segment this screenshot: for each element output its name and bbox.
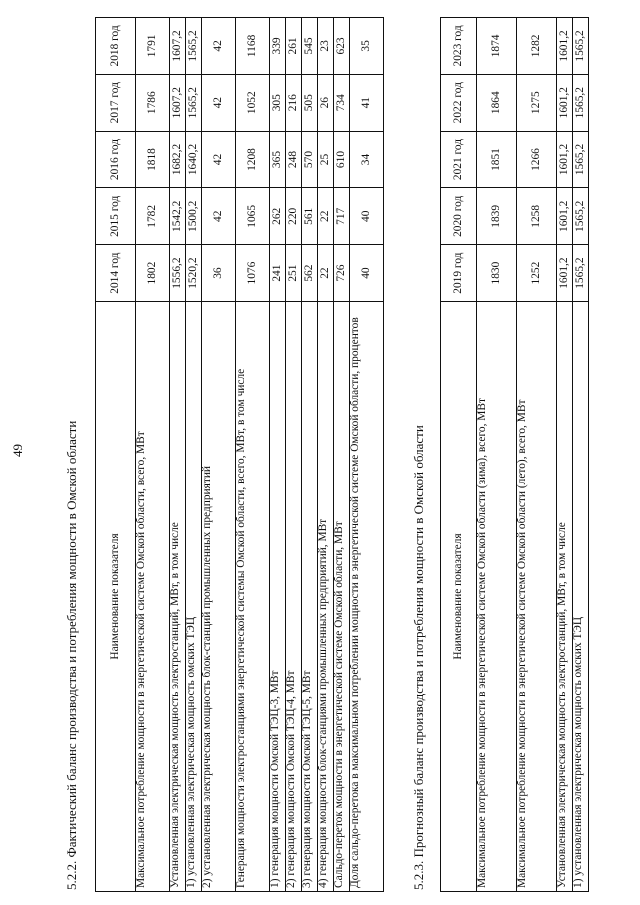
value-cell: 1802	[136, 245, 170, 302]
value-cell: 1565,2	[573, 131, 589, 188]
indicator-name-cell: Максимальное потребление мощности в энергетической системе Омской области (зима), всего, МВт	[477, 302, 517, 892]
value-cell: 1275	[517, 74, 557, 131]
value-cell: 717	[334, 188, 350, 245]
value-cell: 261	[286, 18, 302, 75]
value-cell: 1258	[517, 188, 557, 245]
column-header-year: 2020 год	[441, 188, 477, 245]
value-cell: 365	[270, 131, 286, 188]
indicator-name-cell: Генерация мощности электростанциями энергетической системы Омской области, всего, МВт, в том числе	[236, 302, 270, 892]
value-cell: 1282	[517, 18, 557, 75]
value-cell: 1839	[477, 188, 517, 245]
value-cell: 42	[202, 18, 236, 75]
value-cell: 1601,2	[557, 131, 573, 188]
column-header-year: 2018 год	[96, 18, 136, 75]
value-cell: 1565,2	[186, 74, 202, 131]
table-row	[270, 18, 286, 892]
indicator-name-cell: Установленная электрическая мощность электростанций, МВт, в том числе	[170, 302, 186, 892]
value-cell: 220	[286, 188, 302, 245]
indicator-name-cell: 2) генерация мощности Омской ТЭЦ-4, МВт	[286, 302, 302, 892]
value-cell: 1565,2	[573, 188, 589, 245]
value-cell: 1864	[477, 74, 517, 131]
column-header-indicator: Наименование показателя	[96, 302, 136, 892]
indicator-name-cell: 4) генерация мощности блок-станциями промышленных предприятий, МВт	[318, 302, 334, 892]
forecast-balance-table	[440, 17, 589, 892]
column-header-year: 2019 год	[441, 245, 477, 302]
value-cell: 1818	[136, 131, 170, 188]
table-row	[557, 18, 573, 892]
indicator-name-cell: 1) генерация мощности Омской ТЭЦ-3, МВт	[270, 302, 286, 892]
value-cell: 1640,2	[186, 131, 202, 188]
value-cell: 23	[318, 18, 334, 75]
indicator-name-cell: 3) генерация мощности Омской ТЭЦ-5, МВт	[302, 302, 318, 892]
value-cell: 40	[350, 245, 384, 302]
value-cell: 726	[334, 245, 350, 302]
value-cell: 1542,2	[170, 188, 186, 245]
value-cell: 34	[350, 131, 384, 188]
column-header-year: 2023 год	[441, 18, 477, 75]
value-cell: 1065	[236, 188, 270, 245]
table-row	[318, 18, 334, 892]
table-row	[350, 18, 384, 892]
section-caption-forecast: 5.2.3. Прогнозный баланс производства и потребления мощности в Омской области	[411, 425, 426, 890]
value-cell: 1565,2	[573, 74, 589, 131]
table-row	[334, 18, 350, 892]
value-cell: 545	[302, 18, 318, 75]
value-cell: 1607,2	[170, 74, 186, 131]
value-cell: 505	[302, 74, 318, 131]
table-row	[236, 18, 270, 892]
value-cell: 241	[270, 245, 286, 302]
value-cell: 1266	[517, 131, 557, 188]
indicator-name-cell: 2) установленная электрическая мощность блок-станций промышленных предприятий	[202, 302, 236, 892]
column-header-year: 2017 год	[96, 74, 136, 131]
value-cell: 1830	[477, 245, 517, 302]
table-row	[170, 18, 186, 892]
value-cell: 1601,2	[557, 188, 573, 245]
actual-balance-table	[95, 17, 384, 892]
value-cell: 561	[302, 188, 318, 245]
value-cell: 1782	[136, 188, 170, 245]
table-row	[136, 18, 170, 892]
value-cell: 40	[350, 188, 384, 245]
column-header-year: 2014 год	[96, 245, 136, 302]
table-row	[477, 18, 517, 892]
page-number: 49	[10, 444, 25, 457]
value-cell: 1052	[236, 74, 270, 131]
value-cell: 25	[318, 131, 334, 188]
value-cell: 42	[202, 74, 236, 131]
table-row	[286, 18, 302, 892]
indicator-name-cell: Доля сальдо-перетока в максимальном потреблении мощности в энергетической системе Омской области, процентов	[350, 302, 384, 892]
value-cell: 1565,2	[573, 18, 589, 75]
value-cell: 22	[318, 245, 334, 302]
value-cell: 1565,2	[186, 18, 202, 75]
value-cell: 610	[334, 131, 350, 188]
indicator-name-cell: Сальдо-переток мощности в энергетической системе Омской области, МВт	[334, 302, 350, 892]
indicator-name-cell: Максимальное потребление мощности в энергетической системе Омской области (лето), всего, МВт	[517, 302, 557, 892]
indicator-name-cell: 1) установленная электрическая мощность омских ТЭЦ	[573, 302, 589, 892]
value-cell: 1682,2	[170, 131, 186, 188]
indicator-name-cell: Установленная электрическая мощность электростанций, МВт, в том числе	[557, 302, 573, 892]
table-row	[573, 18, 589, 892]
value-cell: 1208	[236, 131, 270, 188]
table-row	[202, 18, 236, 892]
value-cell: 1607,2	[170, 18, 186, 75]
table-row	[302, 18, 318, 892]
value-cell: 248	[286, 131, 302, 188]
value-cell: 1601,2	[557, 245, 573, 302]
value-cell: 41	[350, 74, 384, 131]
value-cell: 262	[270, 188, 286, 245]
value-cell: 42	[202, 131, 236, 188]
value-cell: 216	[286, 74, 302, 131]
value-cell: 36	[202, 245, 236, 302]
value-cell: 1076	[236, 245, 270, 302]
column-header-year: 2015 год	[96, 188, 136, 245]
value-cell: 339	[270, 18, 286, 75]
value-cell: 1601,2	[557, 74, 573, 131]
table-row	[186, 18, 202, 892]
value-cell: 26	[318, 74, 334, 131]
table-header-row	[96, 18, 136, 892]
value-cell: 1786	[136, 74, 170, 131]
value-cell: 1874	[477, 18, 517, 75]
value-cell: 35	[350, 18, 384, 75]
value-cell: 1791	[136, 18, 170, 75]
section-caption-actual: 5.2.2. Фактический баланс производства и потребления мощности в Омской области	[64, 420, 79, 890]
value-cell: 22	[318, 188, 334, 245]
indicator-name-cell: Максимальное потребление мощности в энергетической системе Омской области, всего, МВт	[136, 302, 170, 892]
value-cell: 1565,2	[573, 245, 589, 302]
value-cell: 251	[286, 245, 302, 302]
column-header-year: 2021 год	[441, 131, 477, 188]
value-cell: 562	[302, 245, 318, 302]
table-header-row	[441, 18, 477, 892]
value-cell: 1252	[517, 245, 557, 302]
value-cell: 1520,2	[186, 245, 202, 302]
value-cell: 734	[334, 74, 350, 131]
value-cell: 570	[302, 131, 318, 188]
column-header-year: 2022 год	[441, 74, 477, 131]
value-cell: 1851	[477, 131, 517, 188]
indicator-name-cell: 1) установленная электрическая мощность омских ТЭЦ	[186, 302, 202, 892]
value-cell: 1556,2	[170, 245, 186, 302]
value-cell: 1601,2	[557, 18, 573, 75]
table-row	[517, 18, 557, 892]
column-header-indicator: Наименование показателя	[441, 302, 477, 892]
value-cell: 1500,2	[186, 188, 202, 245]
value-cell: 305	[270, 74, 286, 131]
value-cell: 42	[202, 188, 236, 245]
value-cell: 623	[334, 18, 350, 75]
column-header-year: 2016 год	[96, 131, 136, 188]
value-cell: 1168	[236, 18, 270, 75]
